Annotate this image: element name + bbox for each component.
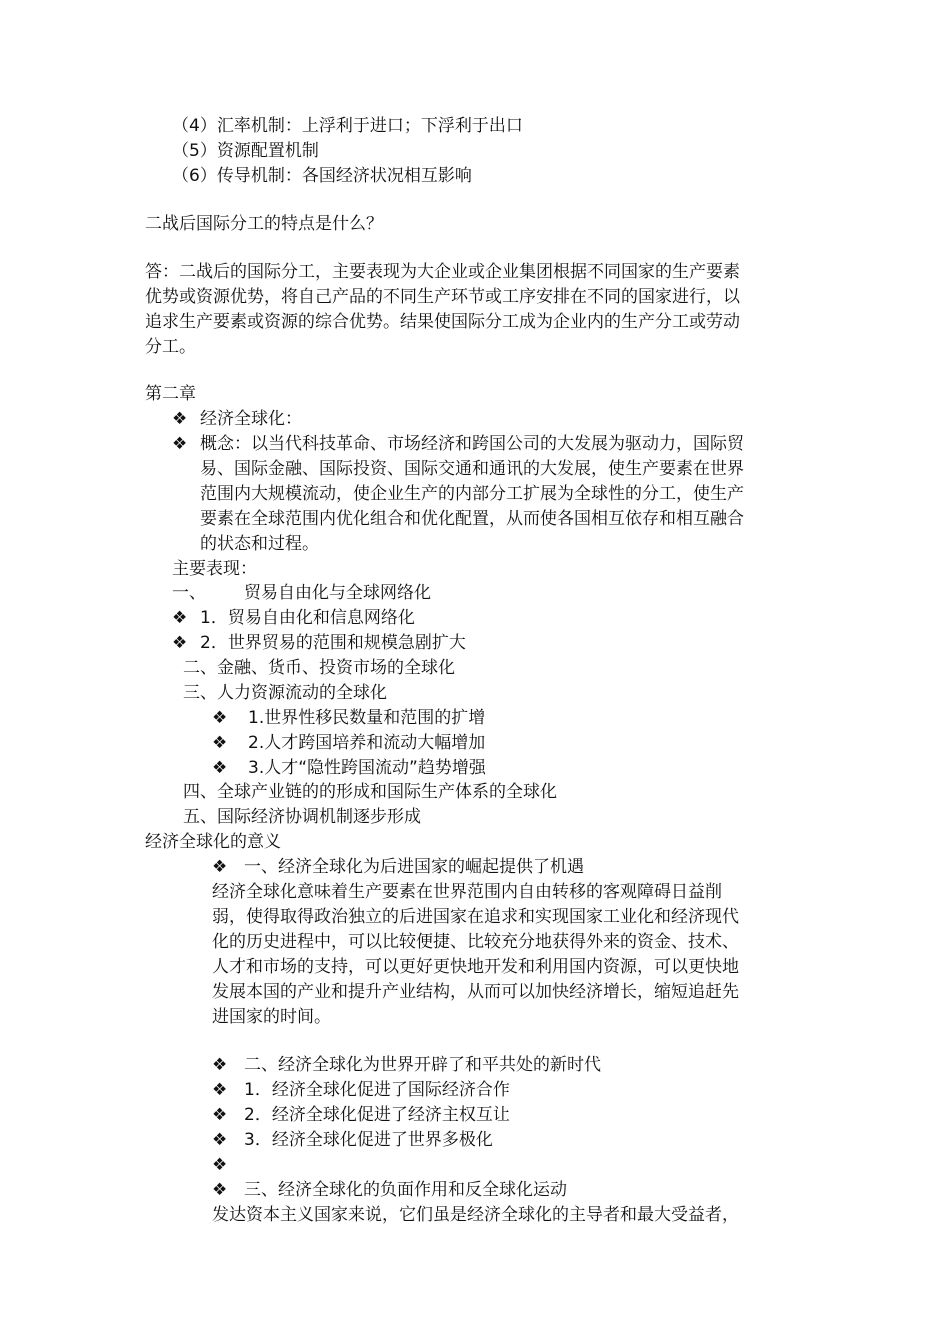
sig-two-item [212, 1128, 493, 1152]
sig-two-item-text: 1．经济全球化促进了国际经济合作 [244, 1080, 510, 1100]
sub-item-text: 2.人才跨国培养和流动大幅增加 [248, 733, 486, 753]
answer-line: 分工。 [145, 337, 196, 357]
diamond-bullet-icon: ❖ [172, 409, 188, 429]
sig-one-line: 化的历史进程中，可以比较便捷、比较充分地获得外来的资金、技术、 [212, 932, 739, 952]
sub-item-text: 1.世界性移民数量和范围的扩增 [248, 708, 486, 728]
concept-line: 范围内大规模流动，使企业生产的内部分工扩展为全球性的分工，使生产 [200, 484, 744, 504]
diamond-bullet-icon: ❖ [212, 1105, 228, 1125]
diamond-bullet-icon: ❖ [212, 1055, 228, 1075]
chapter-title: 第二章 [145, 384, 196, 404]
diamond-bullet-icon: ❖ [212, 733, 228, 753]
answer-line: 优势或资源优势，将自己产品的不同生产环节或工序安排在不同的国家进行，以 [145, 287, 740, 307]
sub-item [212, 706, 485, 730]
diamond-bullet-icon: ❖ [172, 434, 188, 454]
sig-one-line: 进国家的时间。 [212, 1007, 331, 1027]
item-four: 四、全球产业链的的形成和国际生产体系的全球化 [183, 782, 557, 802]
sig-three-heading [212, 1178, 567, 1202]
sig-two-heading [212, 1053, 601, 1077]
diamond-bullet-icon: ❖ [212, 1130, 228, 1150]
sig-one-line: 弱，使得取得政治独立的后进国家在追求和实现国家工业化和经济现代 [212, 907, 739, 927]
sig-one-line: 人才和市场的支持，可以更好更快地开发和利用国内资源，可以更快地 [212, 957, 739, 977]
sub-item-text: 3.人才“隐性跨国流动”趋势增强 [248, 758, 486, 778]
item-two: 二、金融、货币、投资市场的全球化 [183, 658, 455, 678]
concept-line: 的状态和过程。 [200, 534, 319, 554]
answer-line: 答：二战后的国际分工，主要表现为大企业或企业集团根据不同国家的生产要素 [145, 262, 740, 282]
sig-two-item-text: 3．经济全球化促进了世界多极化 [244, 1130, 493, 1150]
diamond-bullet-icon: ❖ [212, 1155, 228, 1175]
empty-bullet [212, 1153, 244, 1177]
item-one-text: 贸易自由化与全球网络化 [244, 583, 431, 603]
sub-item [212, 731, 485, 755]
sub-item-text: 1．贸易自由化和信息网络化 [200, 608, 415, 628]
sig-one-line: 发展本国的产业和提升产业结构，从而可以加快经济增长，缩短追赶先 [212, 982, 739, 1002]
item-one-number: 一、 [172, 583, 206, 603]
concept-line: 要素在全球范围内优化组合和优化配置，从而使各国相互依存和相互融合 [200, 509, 744, 529]
diamond-bullet-icon: ❖ [212, 1080, 228, 1100]
bullet-concept [172, 432, 744, 456]
item-three: 三、人力资源流动的全球化 [183, 683, 387, 703]
sig-two-item [212, 1103, 510, 1127]
diamond-bullet-icon: ❖ [172, 633, 188, 653]
diamond-bullet-icon: ❖ [212, 708, 228, 728]
sig-one-heading [212, 855, 584, 879]
globalization-heading: 经济全球化： [200, 409, 302, 429]
list-item-transmission: （6）传导机制：各国经济状况相互影响 [172, 166, 472, 186]
sig-two-item-text: 2．经济全球化促进了经济主权互让 [244, 1105, 510, 1125]
sub-item [172, 606, 415, 630]
sig-two-item [212, 1078, 510, 1102]
diamond-bullet-icon: ❖ [212, 758, 228, 778]
diamond-bullet-icon: ❖ [212, 1180, 228, 1200]
question-heading: 二战后国际分工的特点是什么？ [145, 214, 383, 234]
diamond-bullet-icon: ❖ [172, 608, 188, 628]
main-manifestations-label: 主要表现： [172, 559, 257, 579]
list-item-exchange-rate: （4）汇率机制：上浮利于进口；下浮利于出口 [172, 116, 523, 136]
sig-one-heading-text: 一、经济全球化为后进国家的崛起提供了机遇 [244, 857, 584, 877]
significance-title: 经济全球化的意义 [145, 832, 281, 852]
list-item-resource-allocation: （5）资源配置机制 [172, 141, 319, 161]
diamond-bullet-icon: ❖ [212, 857, 228, 877]
sig-three-line: 发达资本主义国家来说，它们虽是经济全球化的主导者和最大受益者， [212, 1205, 739, 1225]
item-five: 五、国际经济协调机制逐步形成 [183, 807, 421, 827]
sig-one-line: 经济全球化意味着生产要素在世界范围内自由转移的客观障碍日益削 [212, 882, 722, 902]
sig-two-heading-text: 二、经济全球化为世界开辟了和平共处的新时代 [244, 1055, 601, 1075]
sig-three-heading-text: 三、经济全球化的负面作用和反全球化运动 [244, 1180, 567, 1200]
sub-item-text: 2．世界贸易的范围和规模急剧扩大 [200, 633, 466, 653]
sub-item [212, 756, 486, 780]
item-one [172, 581, 431, 605]
answer-line: 追求生产要素或资源的综合优势。结果使国际分工成为企业内的生产分工或劳动 [145, 312, 740, 332]
sub-item [172, 631, 466, 655]
concept-line: 易、国际金融、国际投资、国际交通和通讯的大发展，使生产要素在世界 [200, 459, 744, 479]
concept-line: 概念：以当代科技革命、市场经济和跨国公司的大发展为驱动力，国际贸 [200, 434, 744, 454]
bullet-globalization [172, 407, 302, 431]
